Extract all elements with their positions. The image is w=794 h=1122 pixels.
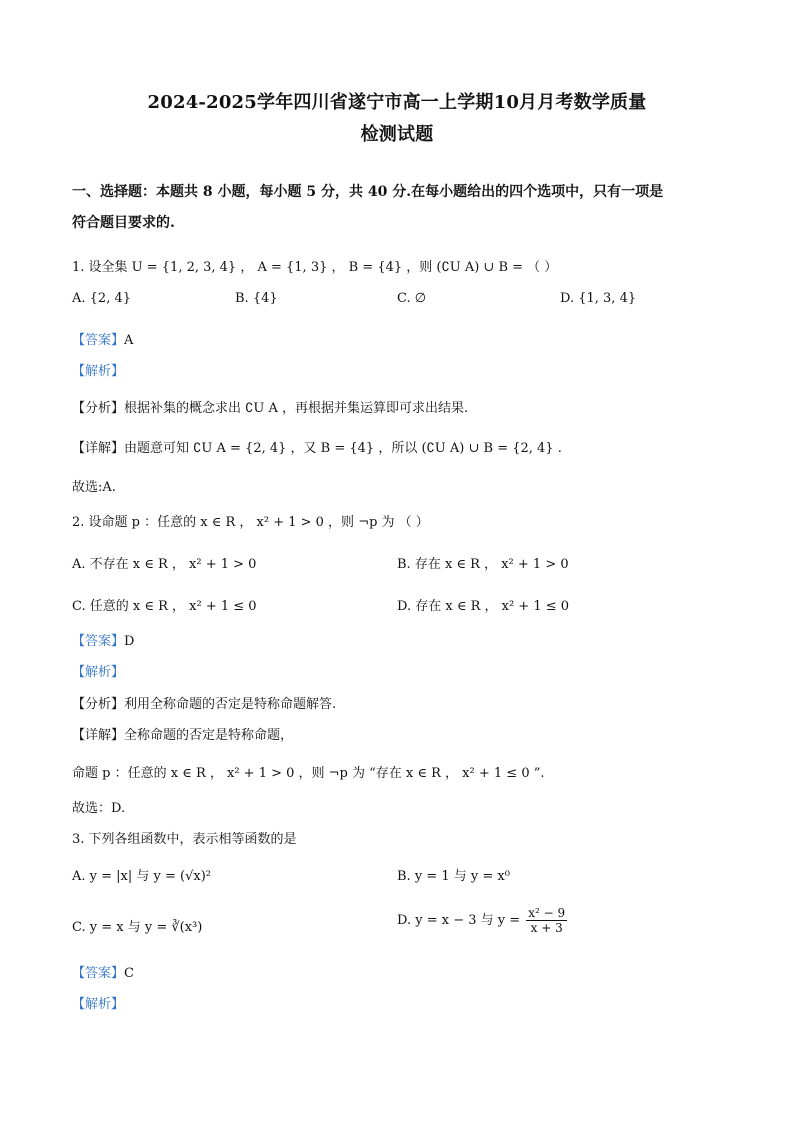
q3-option-d	[397, 906, 569, 935]
answer-tag: 【答案】	[72, 333, 125, 348]
question-3-stem: 3. 下列各组函数中，表示相等函数的是	[72, 832, 297, 847]
q1-option-b: B. {4}	[235, 291, 278, 306]
q2-option-d: D. 存在 x ∈ R ， x² + 1 ≤ 0	[397, 599, 570, 614]
xiangjie-text: 全称命题的否定是特称命题，	[124, 728, 294, 743]
document-title: 2024-2025学年四川省遂宁市高一上学期10月月考数学质量	[147, 92, 647, 113]
answer-value: A	[124, 333, 134, 348]
q2-option-b: B. 存在 x ∈ R ， x² + 1 > 0	[397, 557, 569, 572]
question-2-stem: 2. 设命题 p ：任意的 x ∈ R ， x² + 1 > 0 ，则 ¬p 为 （ ）	[72, 515, 429, 530]
fenxi-tag: 【分析】	[72, 697, 125, 712]
q2-fenxi	[72, 693, 336, 712]
q1-option-d: D. {1, 3, 4}	[560, 291, 637, 306]
q1-analysis	[72, 360, 124, 379]
analysis-tag: 【解析】	[72, 997, 125, 1012]
q2-answer	[72, 630, 134, 649]
q3-option-d-prefix: D. y = x − 3 与 y =	[397, 913, 521, 928]
q1-fenxi	[72, 397, 468, 416]
q2-detail: 命题 p ：任意的 x ∈ R ， x² + 1 > 0 ，则 ¬p 为 “存在 x ∈ R ， x² + 1 ≤ 0 ”.	[72, 766, 545, 781]
xiangjie-tag: 【详解】	[72, 441, 125, 456]
fraction-numerator: x² − 9	[528, 906, 566, 920]
q2-analysis	[72, 661, 124, 680]
q2-option-c: C. 任意的 x ∈ R ， x² + 1 ≤ 0	[72, 599, 257, 614]
q3-analysis	[72, 993, 124, 1012]
analysis-tag: 【解析】	[72, 665, 125, 680]
answer-tag: 【答案】	[72, 966, 125, 981]
section-heading: 一、选择题：本题共 8 小题，每小题 5 分，共 40 分.在每小题给出的四个选项中，只有一项是	[72, 184, 664, 200]
fraction	[526, 906, 567, 935]
question-1-stem: 1. 设全集 U = {1, 2, 3, 4} ， A = {1, 3} ， B = {4} ，则 (∁U A) ∪ B = （ ）	[72, 260, 558, 275]
answer-tag: 【答案】	[72, 634, 125, 649]
q2-choice: 故选：D.	[72, 801, 126, 816]
q1-option-a: A. {2, 4}	[72, 291, 132, 306]
fenxi-text: 根据补集的概念求出 ∁U A ，再根据并集运算即可求出结果.	[124, 401, 469, 416]
q1-xiangjie	[72, 437, 562, 456]
q2-option-a: A. 不存在 x ∈ R ， x² + 1 > 0	[72, 557, 257, 572]
answer-value: D	[124, 634, 135, 649]
q1-choice: 故选:A.	[72, 480, 116, 495]
q3-option-c: C. y = x 与 y = ∛(x³)	[72, 920, 203, 935]
fenxi-text: 利用全称命题的否定是特称命题解答.	[124, 697, 337, 712]
fenxi-tag: 【分析】	[72, 401, 125, 416]
xiangjie-text: 由题意可知 ∁U A = {2, 4} ，又 B = {4} ，所以 (∁U A) ∪ B = {2, 4} .	[124, 441, 562, 456]
q3-answer	[72, 962, 134, 981]
xiangjie-tag: 【详解】	[72, 728, 125, 743]
q1-answer	[72, 329, 133, 348]
answer-value: C	[124, 966, 134, 981]
q2-xiangjie	[72, 724, 293, 743]
q3-option-a: A. y = |x| 与 y = (√x)²	[72, 869, 211, 884]
q1-option-c: C. ∅	[397, 291, 427, 306]
section-heading-line2: 符合题目要求的.	[72, 215, 175, 231]
q3-option-b: B. y = 1 与 y = x⁰	[397, 869, 510, 884]
fraction-denominator: x + 3	[530, 921, 563, 935]
document-title-line2: 检测试题	[360, 124, 434, 145]
analysis-tag: 【解析】	[72, 364, 125, 379]
